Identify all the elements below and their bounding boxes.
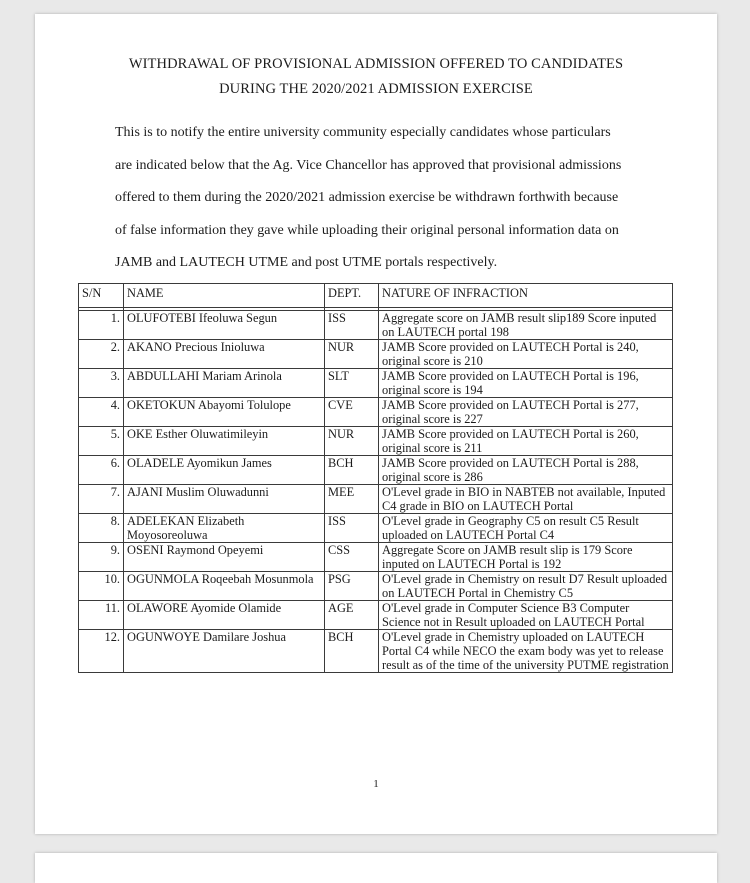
- cell-infraction: JAMB Score provided on LAUTECH Portal is 240, original score is 210: [379, 340, 673, 369]
- cell-dept: BCH: [325, 456, 379, 485]
- cell-dept: NUR: [325, 427, 379, 456]
- cell-infraction: O'Level grade in BIO in NABTEB not available, Inputed C4 grade in BIO on LAUTECH Portal: [379, 485, 673, 514]
- notice-line: This is to notify the entire university community especially candidates whose particulars: [115, 125, 611, 140]
- notice-paragraph: [115, 117, 655, 280]
- cell-name: AKANO Precious Inioluwa: [124, 340, 325, 369]
- table-row: [79, 572, 673, 601]
- document-page: [35, 14, 717, 834]
- cell-name: OLADELE Ayomikun James: [124, 456, 325, 485]
- cell-sn: 11.: [79, 601, 124, 630]
- cell-name: OGUNMOLA Roqeebah Mosunmola: [124, 572, 325, 601]
- cell-sn: 1.: [79, 311, 124, 340]
- cell-dept: BCH: [325, 630, 379, 673]
- cell-sn: 2.: [79, 340, 124, 369]
- title-line-2: DURING THE 2020/2021 ADMISSION EXERCISE: [219, 81, 533, 97]
- cell-infraction: JAMB Score provided on LAUTECH Portal is 277, original score is 227: [379, 398, 673, 427]
- cell-infraction: Aggregate score on JAMB result slip189 Score inputed on LAUTECH portal 198: [379, 311, 673, 340]
- cell-sn: 4.: [79, 398, 124, 427]
- table-row: [79, 456, 673, 485]
- header-name: NAME: [124, 284, 325, 308]
- table-row: [79, 630, 673, 673]
- cell-dept: ISS: [325, 311, 379, 340]
- notice-line: JAMB and LAUTECH UTME and post UTME portals respectively.: [115, 255, 498, 270]
- cell-infraction: Aggregate Score on JAMB result slip is 179 Score inputed on LAUTECH Portal is 192: [379, 543, 673, 572]
- cell-name: OGUNWOYE Damilare Joshua: [124, 630, 325, 673]
- cell-dept: CVE: [325, 398, 379, 427]
- table-row: [79, 340, 673, 369]
- cell-infraction: JAMB Score provided on LAUTECH Portal is 196, original score is 194: [379, 369, 673, 398]
- cell-infraction: O'Level grade in Geography C5 on result C5 Result uploaded on LAUTECH Portal C4: [379, 514, 673, 543]
- cell-dept: NUR: [325, 340, 379, 369]
- table-row: [79, 398, 673, 427]
- cell-sn: 10.: [79, 572, 124, 601]
- cell-name: OSENI Raymond Opeyemi: [124, 543, 325, 572]
- cell-name: AJANI Muslim Oluwadunni: [124, 485, 325, 514]
- cell-sn: 7.: [79, 485, 124, 514]
- cell-sn: 5.: [79, 427, 124, 456]
- table-row: [79, 311, 673, 340]
- cell-dept: ISS: [325, 514, 379, 543]
- notice-line: are indicated below that the Ag. Vice Chancellor has approved that provisional admissions: [115, 157, 622, 173]
- cell-sn: 6.: [79, 456, 124, 485]
- header-dept: DEPT.: [325, 284, 379, 308]
- next-page-edge: [35, 853, 717, 883]
- cell-dept: CSS: [325, 543, 379, 572]
- notice-line: offered to them during the 2020/2021 admission exercise be withdrawn forthwith because: [115, 190, 619, 205]
- cell-dept: AGE: [325, 601, 379, 630]
- table-row: [79, 514, 673, 543]
- table-row: [79, 369, 673, 398]
- header-infraction: NATURE OF INFRACTION: [379, 284, 673, 308]
- notice-line: of false information they gave while uploading their original personal information data on: [115, 222, 619, 238]
- infraction-table: [78, 283, 673, 673]
- cell-sn: 8.: [79, 514, 124, 543]
- cell-dept: PSG: [325, 572, 379, 601]
- cell-infraction: O'Level grade in Chemistry uploaded on LAUTECH Portal C4 while NECO the exam body was yet to release result as of the time of the university PUTME registration: [379, 630, 673, 673]
- cell-infraction: O'Level grade in Chemistry on result D7 Result uploaded on LAUTECH Portal in Chemistry C5: [379, 572, 673, 601]
- title-line-1: WITHDRAWAL OF PROVISIONAL ADMISSION OFFERED TO CANDIDATES: [128, 56, 624, 72]
- cell-name: ABDULLAHI Mariam Arinola: [124, 369, 325, 398]
- cell-name: OKE Esther Oluwatimileyin: [124, 427, 325, 456]
- table-header-row: [79, 284, 673, 308]
- table-row: [79, 601, 673, 630]
- cell-dept: MEE: [325, 485, 379, 514]
- table-row: [79, 543, 673, 572]
- cell-infraction: JAMB Score provided on LAUTECH Portal is 260, original score is 211: [379, 427, 673, 456]
- cell-name: OLAWORE Ayomide Olamide: [124, 601, 325, 630]
- header-sn: S/N: [79, 284, 124, 308]
- cell-sn: 12.: [79, 630, 124, 673]
- table-row: [79, 485, 673, 514]
- cell-dept: SLT: [325, 369, 379, 398]
- cell-name: OKETOKUN Abayomi Tolulope: [124, 398, 325, 427]
- cell-name: OLUFOTEBI Ifeoluwa Segun: [124, 311, 325, 340]
- page-number: 1: [373, 778, 379, 790]
- document-title: [35, 52, 717, 102]
- cell-infraction: O'Level grade in Computer Science B3 Computer Science not in Result uploaded on LAUTECH Portal: [379, 601, 673, 630]
- cell-infraction: JAMB Score provided on LAUTECH Portal is 288, original score is 286: [379, 456, 673, 485]
- table-row: [79, 427, 673, 456]
- cell-name: ADELEKAN Elizabeth Moyosoreoluwa: [124, 514, 325, 543]
- cell-sn: 3.: [79, 369, 124, 398]
- cell-sn: 9.: [79, 543, 124, 572]
- table-body: [79, 311, 673, 673]
